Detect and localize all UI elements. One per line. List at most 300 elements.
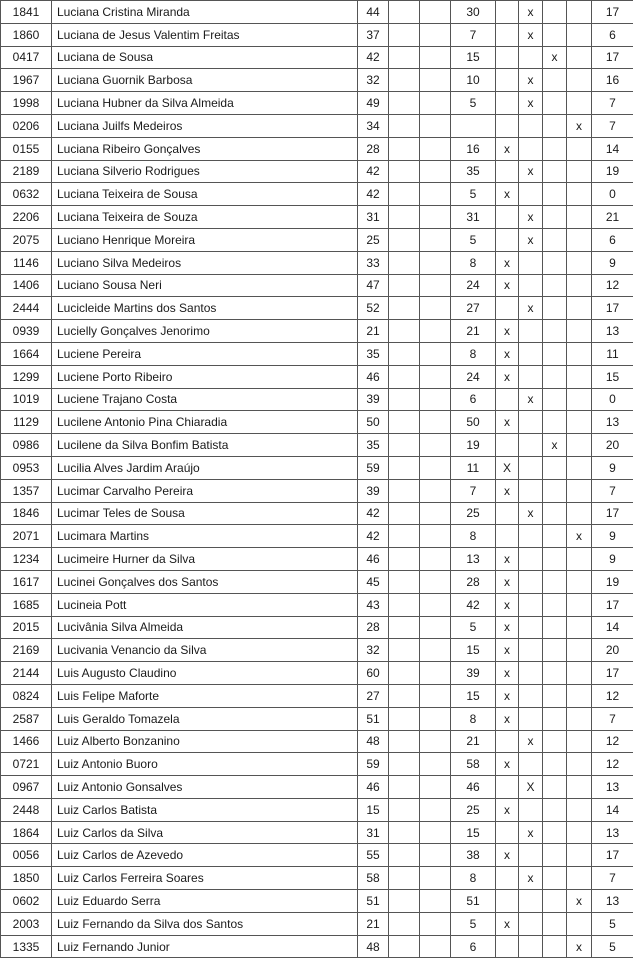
empty-cell-1 [389,502,420,525]
mark-cell-3 [543,821,567,844]
total-cell: 15 [592,365,633,388]
mark-cell-4 [567,160,592,183]
table-row [1,92,633,115]
mark-cell-2 [519,251,543,274]
total-cell: 11 [592,342,633,365]
score-cell: 10 [451,69,496,92]
score-cell: 15 [451,821,496,844]
code-cell: 1234 [1,548,52,571]
mark-cell-2 [519,342,543,365]
mark-cell-3 [543,639,567,662]
empty-cell-1 [389,23,420,46]
code-cell: 1685 [1,593,52,616]
name-cell: Lucivânia Silva Almeida [52,616,358,639]
mark-cell-2 [519,46,543,69]
score-cell: 7 [451,23,496,46]
empty-cell-2 [420,274,451,297]
mark-cell-3 [543,206,567,229]
mark-cell-3 [543,137,567,160]
mark-cell-1: x [496,570,519,593]
table-row [1,137,633,160]
mark-cell-3 [543,183,567,206]
code-cell: 0967 [1,776,52,799]
empty-cell-1 [389,730,420,753]
table-row [1,183,633,206]
name-cell: Luiz Alberto Bonzanino [52,730,358,753]
mark-cell-4 [567,23,592,46]
mark-cell-2: x [519,502,543,525]
mark-cell-4 [567,137,592,160]
code-cell: 2075 [1,228,52,251]
total-cell: 0 [592,183,633,206]
mark-cell-3 [543,798,567,821]
name-cell: Luciene Porto Ribeiro [52,365,358,388]
table-row [1,684,633,707]
mark-cell-2 [519,411,543,434]
mark-cell-2 [519,639,543,662]
age-cell: 42 [358,183,389,206]
mark-cell-2 [519,434,543,457]
name-cell: Luciana Teixeira de Souza [52,206,358,229]
table-row [1,798,633,821]
age-cell: 42 [358,525,389,548]
mark-cell-4 [567,502,592,525]
empty-cell-2 [420,1,451,24]
mark-cell-4 [567,798,592,821]
code-cell: 1998 [1,92,52,115]
mark-cell-2 [519,935,543,958]
code-cell: 1299 [1,365,52,388]
age-cell: 48 [358,730,389,753]
mark-cell-3: x [543,434,567,457]
empty-cell-1 [389,46,420,69]
table-row [1,867,633,890]
empty-cell-1 [389,251,420,274]
empty-cell-1 [389,890,420,913]
code-cell: 0721 [1,753,52,776]
mark-cell-1: x [496,548,519,571]
total-cell: 17 [592,46,633,69]
age-cell: 32 [358,639,389,662]
total-cell: 7 [592,867,633,890]
name-cell: Luciano Henrique Moreira [52,228,358,251]
empty-cell-1 [389,365,420,388]
mark-cell-1 [496,730,519,753]
name-cell: Lucimara Martins [52,525,358,548]
mark-cell-3 [543,251,567,274]
total-cell: 12 [592,730,633,753]
table-row [1,890,633,913]
name-cell: Lucineia Pott [52,593,358,616]
total-cell: 12 [592,274,633,297]
empty-cell-1 [389,320,420,343]
empty-cell-1 [389,183,420,206]
mark-cell-3 [543,616,567,639]
empty-cell-2 [420,251,451,274]
mark-cell-4 [567,1,592,24]
mark-cell-3 [543,1,567,24]
score-cell: 7 [451,479,496,502]
table-row [1,456,633,479]
mark-cell-1 [496,160,519,183]
mark-cell-1: x [496,365,519,388]
mark-cell-2: x [519,297,543,320]
score-cell: 51 [451,890,496,913]
score-cell: 46 [451,776,496,799]
name-cell: Luciana Ribeiro Gonçalves [52,137,358,160]
total-cell: 13 [592,890,633,913]
name-cell: Lucielly Gonçalves Jenorimo [52,320,358,343]
code-cell: 1846 [1,502,52,525]
empty-cell-1 [389,69,420,92]
mark-cell-4 [567,662,592,685]
empty-cell-2 [420,206,451,229]
name-cell: Lucicleide Martins dos Santos [52,297,358,320]
age-cell: 37 [358,23,389,46]
name-cell: Luiz Carlos de Azevedo [52,844,358,867]
score-cell: 8 [451,525,496,548]
age-cell: 46 [358,776,389,799]
code-cell: 2169 [1,639,52,662]
mark-cell-3 [543,228,567,251]
table-row [1,69,633,92]
mark-cell-4 [567,867,592,890]
empty-cell-1 [389,662,420,685]
empty-cell-1 [389,137,420,160]
mark-cell-3 [543,479,567,502]
mark-cell-1 [496,46,519,69]
table-body [1,1,633,958]
empty-cell-2 [420,456,451,479]
mark-cell-2 [519,616,543,639]
table-row [1,23,633,46]
table-row [1,776,633,799]
age-cell: 59 [358,753,389,776]
table-row [1,479,633,502]
empty-cell-1 [389,707,420,730]
mark-cell-4 [567,912,592,935]
code-cell: 1967 [1,69,52,92]
age-cell: 60 [358,662,389,685]
code-cell: 2444 [1,297,52,320]
mark-cell-4 [567,730,592,753]
name-cell: Lucimeire Hurner da Silva [52,548,358,571]
mark-cell-2 [519,890,543,913]
name-cell: Luciene Trajano Costa [52,388,358,411]
mark-cell-2 [519,570,543,593]
empty-cell-1 [389,479,420,502]
empty-cell-2 [420,137,451,160]
empty-cell-1 [389,92,420,115]
code-cell: 0986 [1,434,52,457]
code-cell: 2189 [1,160,52,183]
empty-cell-1 [389,274,420,297]
code-cell: 1406 [1,274,52,297]
mark-cell-1 [496,23,519,46]
score-cell: 25 [451,798,496,821]
table-row [1,502,633,525]
empty-cell-1 [389,228,420,251]
empty-cell-2 [420,46,451,69]
mark-cell-3 [543,570,567,593]
code-cell: 1129 [1,411,52,434]
name-cell: Luiz Fernando Junior [52,935,358,958]
empty-cell-2 [420,502,451,525]
name-cell: Luciana de Sousa [52,46,358,69]
mark-cell-2: x [519,1,543,24]
empty-cell-1 [389,593,420,616]
mark-cell-4 [567,388,592,411]
score-cell: 31 [451,206,496,229]
total-cell: 17 [592,593,633,616]
mark-cell-1: x [496,707,519,730]
mark-cell-3: x [543,46,567,69]
total-cell: 13 [592,776,633,799]
empty-cell-2 [420,479,451,502]
code-cell: 0824 [1,684,52,707]
score-cell: 6 [451,935,496,958]
empty-cell-2 [420,798,451,821]
mark-cell-1: x [496,593,519,616]
mark-cell-2: x [519,23,543,46]
total-cell: 7 [592,707,633,730]
empty-cell-2 [420,23,451,46]
mark-cell-3 [543,548,567,571]
total-cell: 0 [592,388,633,411]
mark-cell-4 [567,274,592,297]
mark-cell-1 [496,388,519,411]
empty-cell-2 [420,616,451,639]
code-cell: 1146 [1,251,52,274]
empty-cell-2 [420,844,451,867]
mark-cell-4 [567,206,592,229]
mark-cell-4 [567,570,592,593]
score-cell: 16 [451,137,496,160]
table-row [1,593,633,616]
mark-cell-2 [519,844,543,867]
mark-cell-1 [496,114,519,137]
code-cell: 1357 [1,479,52,502]
score-cell: 21 [451,320,496,343]
table-row [1,251,633,274]
empty-cell-1 [389,434,420,457]
score-cell: 42 [451,593,496,616]
name-cell: Lucinei Gonçalves dos Santos [52,570,358,593]
mark-cell-4 [567,456,592,479]
mark-cell-1: x [496,684,519,707]
name-cell: Lucimar Teles de Sousa [52,502,358,525]
total-cell: 17 [592,1,633,24]
score-cell: 5 [451,228,496,251]
score-cell: 25 [451,502,496,525]
mark-cell-4 [567,434,592,457]
empty-cell-2 [420,662,451,685]
table-row [1,206,633,229]
empty-cell-2 [420,867,451,890]
mark-cell-3 [543,411,567,434]
empty-cell-2 [420,228,451,251]
mark-cell-3 [543,502,567,525]
empty-cell-1 [389,297,420,320]
mark-cell-1 [496,297,519,320]
name-cell: Luis Felipe Maforte [52,684,358,707]
mark-cell-3 [543,912,567,935]
empty-cell-2 [420,365,451,388]
mark-cell-2 [519,707,543,730]
age-cell: 46 [358,365,389,388]
table-row [1,525,633,548]
mark-cell-2 [519,912,543,935]
score-cell: 21 [451,730,496,753]
mark-cell-2: x [519,160,543,183]
table-row [1,388,633,411]
table-row [1,639,633,662]
name-cell: Luiz Carlos Ferreira Soares [52,867,358,890]
mark-cell-1: x [496,844,519,867]
total-cell: 9 [592,456,633,479]
mark-cell-3 [543,844,567,867]
score-cell: 5 [451,183,496,206]
name-cell: Luciana Guornik Barbosa [52,69,358,92]
name-cell: Lucivania Venancio da Silva [52,639,358,662]
table-row [1,297,633,320]
mark-cell-2 [519,662,543,685]
table-row [1,662,633,685]
score-cell: 19 [451,434,496,457]
name-cell: Luis Augusto Claudino [52,662,358,685]
name-cell: Lucilene Antonio Pina Chiaradia [52,411,358,434]
mark-cell-2 [519,593,543,616]
empty-cell-1 [389,456,420,479]
empty-cell-1 [389,388,420,411]
mark-cell-3 [543,776,567,799]
score-cell: 5 [451,912,496,935]
table-row [1,935,633,958]
empty-cell-1 [389,912,420,935]
name-cell: Luiz Fernando da Silva dos Santos [52,912,358,935]
total-cell: 17 [592,502,633,525]
empty-cell-2 [420,342,451,365]
score-cell: 15 [451,684,496,707]
table-row [1,228,633,251]
score-cell: 24 [451,274,496,297]
age-cell: 52 [358,297,389,320]
score-cell: 50 [451,411,496,434]
total-cell: 6 [592,228,633,251]
table-row [1,46,633,69]
empty-cell-2 [420,388,451,411]
total-cell: 12 [592,684,633,707]
code-cell: 2448 [1,798,52,821]
total-cell: 19 [592,160,633,183]
mark-cell-1: x [496,798,519,821]
total-cell: 21 [592,206,633,229]
code-cell: 1841 [1,1,52,24]
total-cell: 7 [592,92,633,115]
name-cell: Luciana Hubner da Silva Almeida [52,92,358,115]
name-cell: Luis Geraldo Tomazela [52,707,358,730]
empty-cell-2 [420,890,451,913]
mark-cell-3 [543,388,567,411]
mark-cell-4 [567,411,592,434]
age-cell: 46 [358,548,389,571]
age-cell: 48 [358,935,389,958]
score-cell: 38 [451,844,496,867]
total-cell: 5 [592,935,633,958]
table-row [1,570,633,593]
age-cell: 27 [358,684,389,707]
mark-cell-2: x [519,867,543,890]
total-cell: 9 [592,251,633,274]
empty-cell-1 [389,548,420,571]
table-row [1,844,633,867]
table-row [1,342,633,365]
mark-cell-4: x [567,890,592,913]
mark-cell-2 [519,274,543,297]
mark-cell-3 [543,160,567,183]
mark-cell-1 [496,890,519,913]
score-cell: 35 [451,160,496,183]
code-cell: 0939 [1,320,52,343]
empty-cell-1 [389,411,420,434]
empty-cell-2 [420,912,451,935]
name-cell: Luciana Juilfs Medeiros [52,114,358,137]
total-cell: 20 [592,434,633,457]
code-cell: 2071 [1,525,52,548]
mark-cell-3 [543,297,567,320]
empty-cell-2 [420,320,451,343]
mark-cell-1: x [496,342,519,365]
name-cell: Luciana Cristina Miranda [52,1,358,24]
table-row [1,821,633,844]
table-row [1,616,633,639]
score-cell: 27 [451,297,496,320]
name-cell: Luiz Carlos Batista [52,798,358,821]
table-row [1,274,633,297]
mark-cell-4 [567,821,592,844]
code-cell: 1335 [1,935,52,958]
mark-cell-2 [519,183,543,206]
mark-cell-1 [496,434,519,457]
empty-cell-1 [389,1,420,24]
total-cell: 17 [592,844,633,867]
empty-cell-2 [420,411,451,434]
mark-cell-4 [567,639,592,662]
mark-cell-1 [496,935,519,958]
mark-cell-4 [567,251,592,274]
score-cell: 39 [451,662,496,685]
empty-cell-2 [420,684,451,707]
empty-cell-1 [389,342,420,365]
age-cell: 39 [358,388,389,411]
mark-cell-3 [543,456,567,479]
table-row [1,548,633,571]
name-cell: Luciano Sousa Neri [52,274,358,297]
total-cell: 9 [592,525,633,548]
empty-cell-2 [420,593,451,616]
code-cell: 1864 [1,821,52,844]
mark-cell-3 [543,730,567,753]
mark-cell-1 [496,776,519,799]
table-row [1,912,633,935]
mark-cell-2: x [519,730,543,753]
age-cell: 42 [358,502,389,525]
code-cell: 0206 [1,114,52,137]
age-cell: 47 [358,274,389,297]
mark-cell-1: x [496,912,519,935]
table-row [1,411,633,434]
empty-cell-1 [389,160,420,183]
